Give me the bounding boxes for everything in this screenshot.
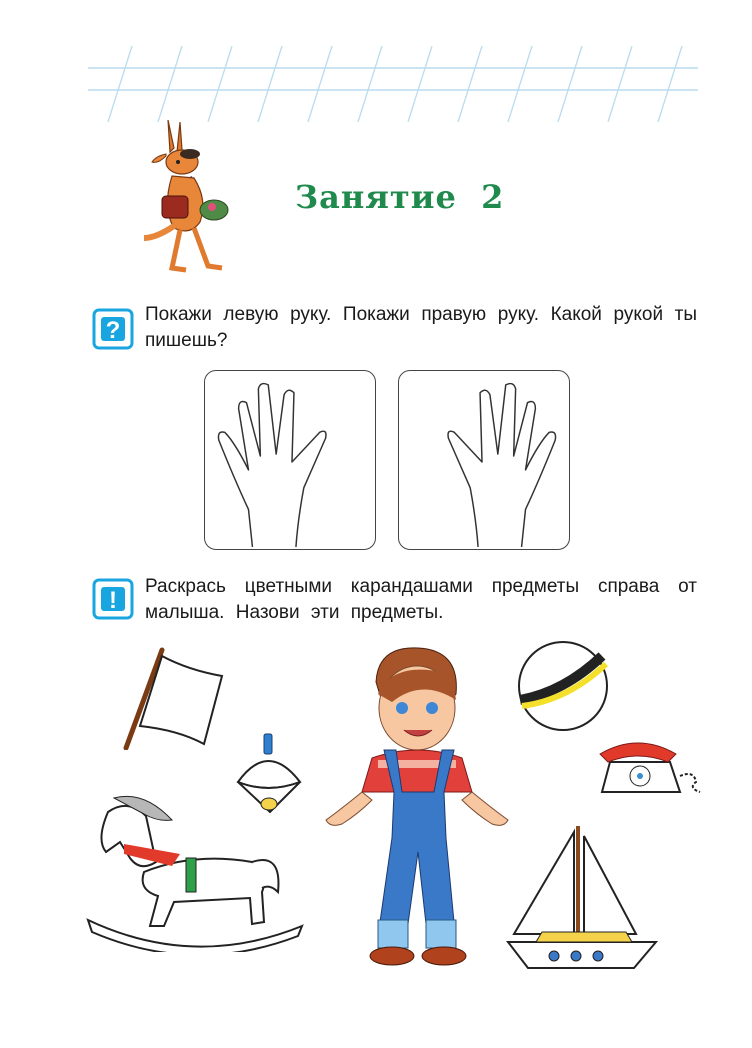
- right-hand-outline-icon: [399, 371, 569, 549]
- right-hand-card: [398, 370, 570, 550]
- exclamation-badge-icon: [92, 578, 134, 620]
- sailboat-icon: [506, 822, 658, 974]
- left-hand-card: [204, 370, 376, 550]
- handwriting-guide-lines: [88, 46, 698, 122]
- telephone-icon: [598, 736, 706, 798]
- svg-text:!: !: [109, 587, 117, 614]
- question-badge-icon: [92, 308, 134, 350]
- task-exclaim-text: Раскрась цветными карандашами предметы справа от малыша. Назови эти предметы.: [145, 576, 697, 623]
- rocking-horse-icon: [84, 792, 306, 952]
- task-question-text: Покажи левую руку. Покажи правую руку. Какой рукой ты пишешь?: [145, 304, 697, 351]
- ball-icon: [514, 638, 612, 734]
- left-hand-outline-icon: [205, 371, 375, 549]
- kangaroo-mascot-icon: [138, 118, 234, 276]
- lesson-title: Занятие 2: [295, 178, 505, 216]
- boy-character-icon: [322, 642, 516, 968]
- svg-text:?: ?: [105, 317, 121, 344]
- flag-icon: [118, 644, 228, 750]
